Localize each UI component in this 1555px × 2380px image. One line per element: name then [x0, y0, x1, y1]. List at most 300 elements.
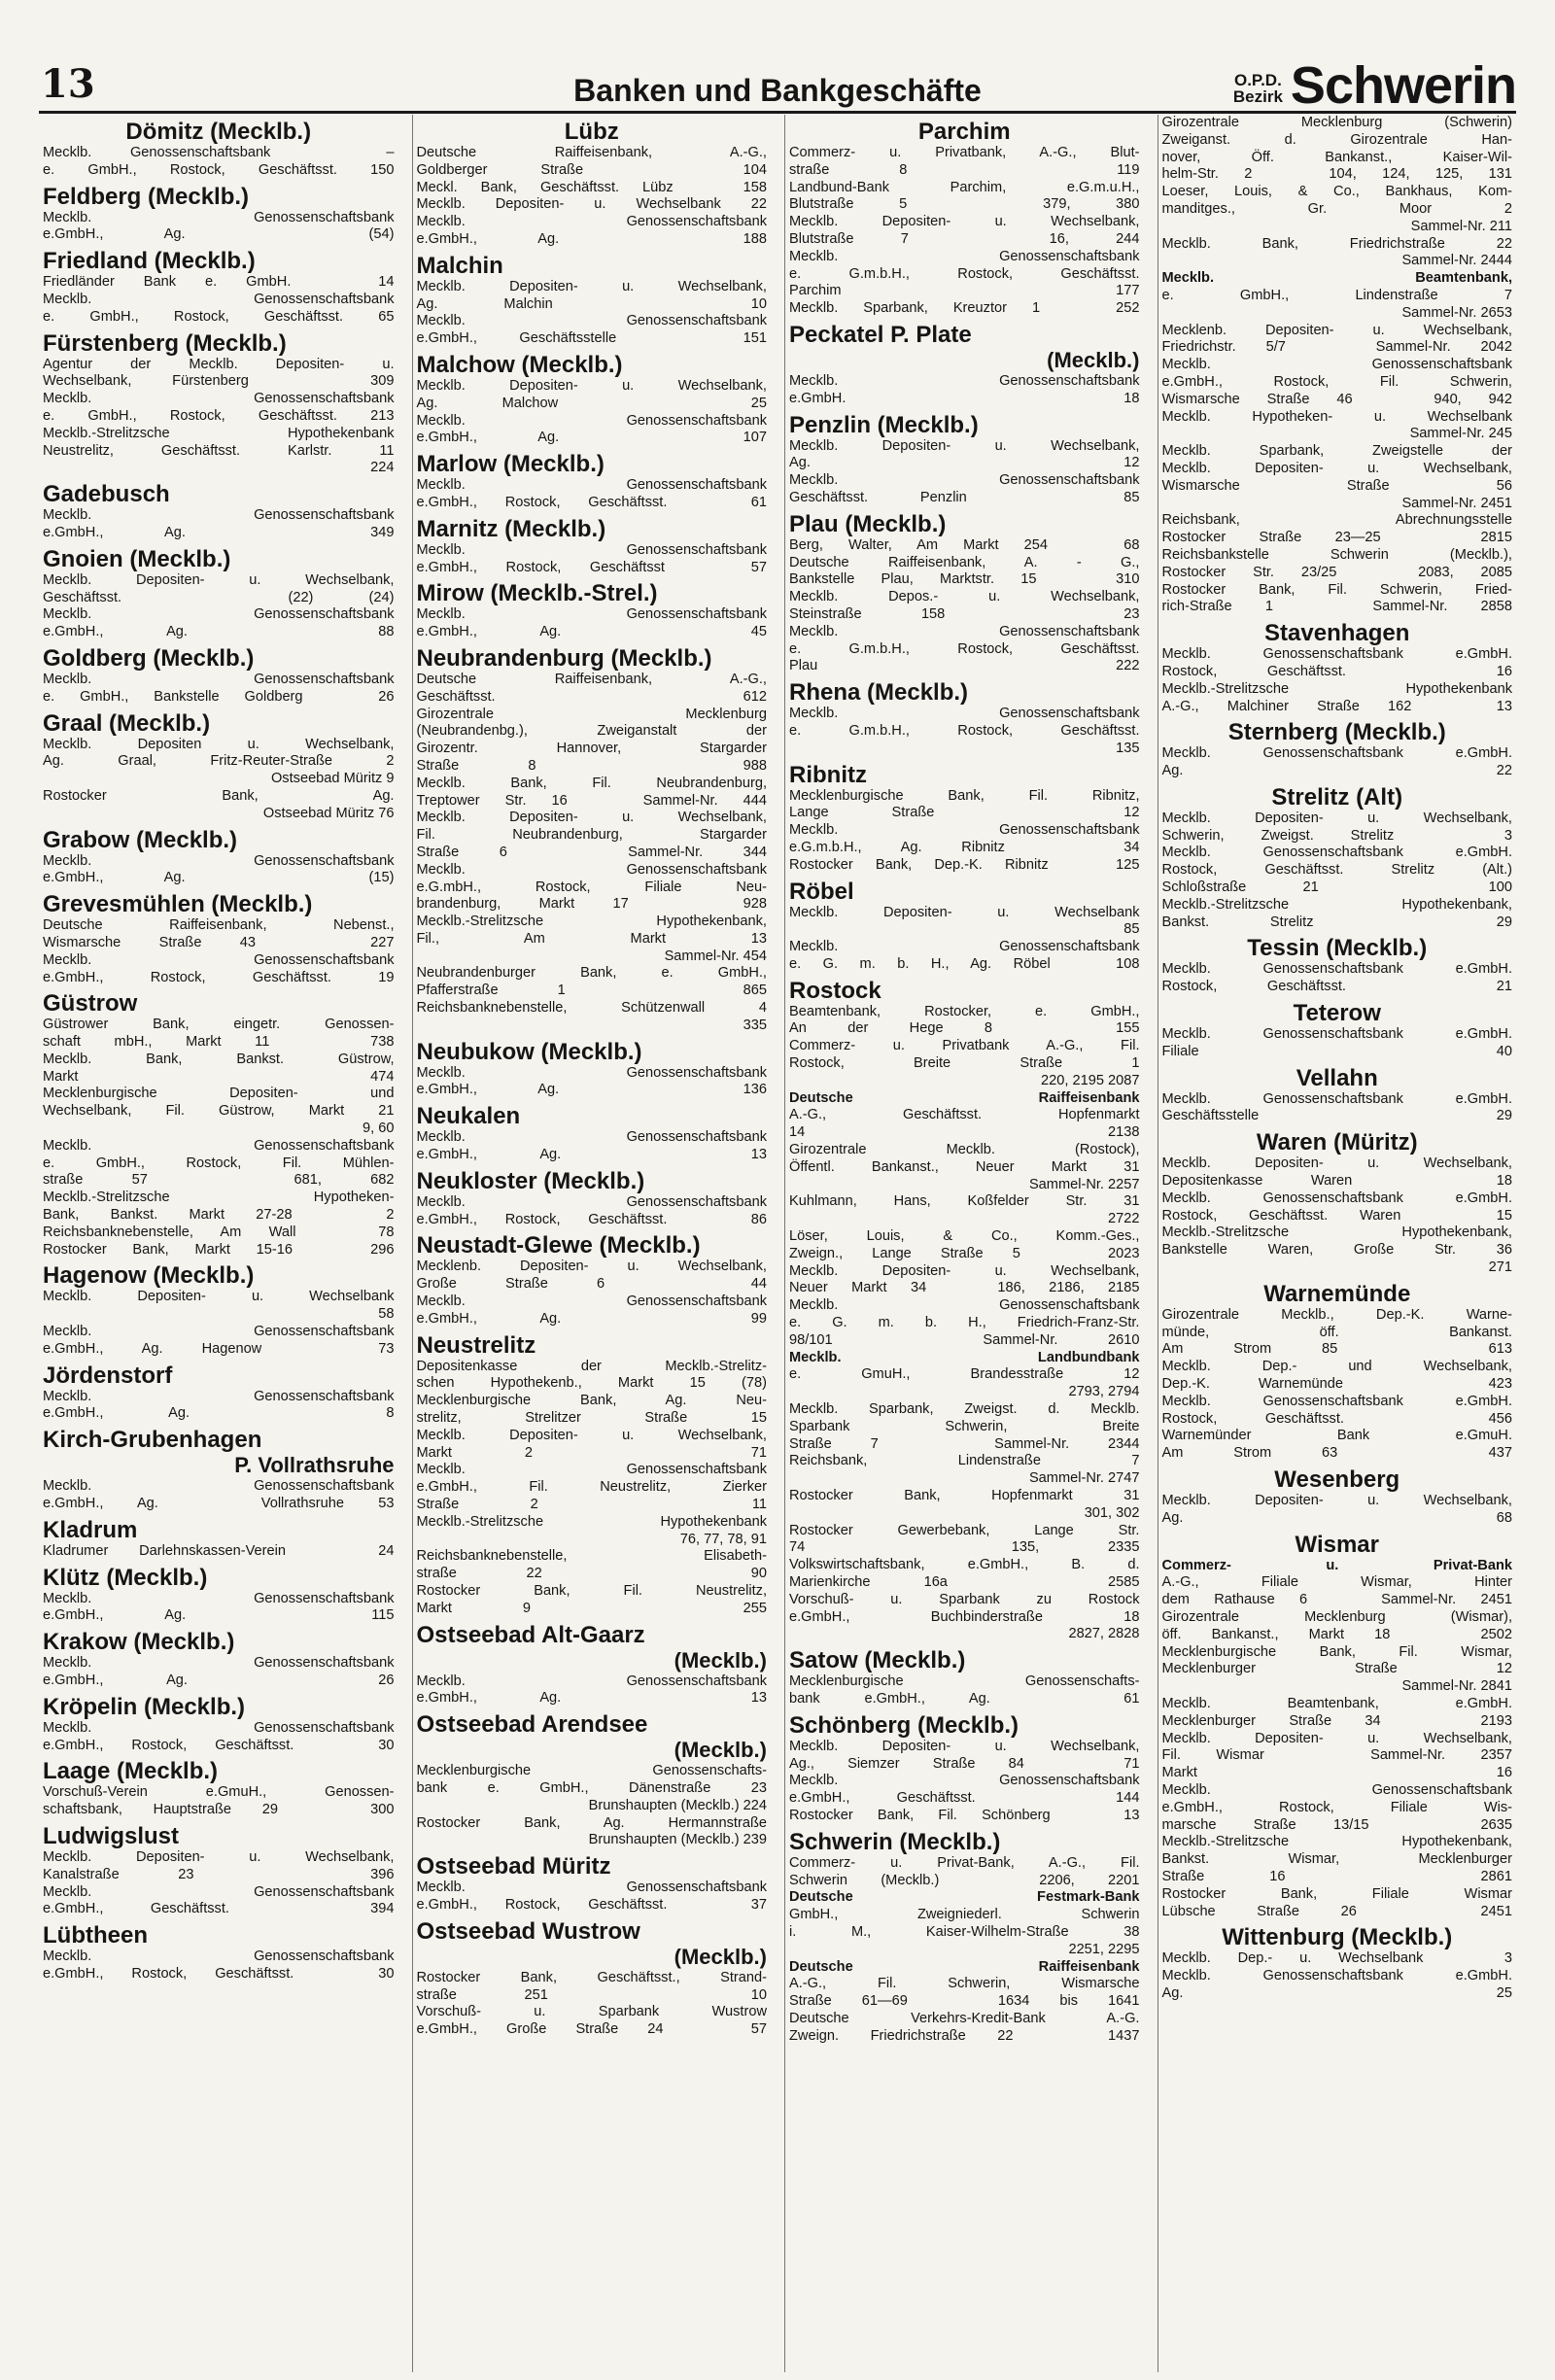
listing-line: Mecklb. Depositen- u. Wechselbank, [1161, 460, 1512, 476]
listing-line: Mecklb. Genossenschaftsbank [416, 1193, 767, 1210]
listing-line: Reichsbanknebenstelle, Schützenwall 4 [416, 1000, 767, 1017]
listing-line: e.GmbH., Geschäftsst. 144 [789, 1790, 1140, 1807]
listing-line: Fil. Wismar Sammel-Nr. 2357 [1161, 1747, 1512, 1764]
place-heading: Neukalen [416, 1103, 521, 1130]
listing-line: Deutsche Raiffeisenbank, A.-G., [416, 145, 767, 160]
listing-line: Mecklb. Genossenschaftsbank [43, 1719, 395, 1736]
listing-line: Girozentrale Mecklenburg [416, 706, 767, 722]
column-4 [1158, 115, 1517, 2372]
listing-line: e.GmbH., Ag. 107 [416, 430, 767, 446]
listing-line: GmbH., Zweigniederl. Schwerin [789, 1907, 1140, 1923]
place-heading: Rostock [789, 977, 881, 1004]
listing-line: Mecklb. Depositen- u. Wechselbank, [43, 1849, 395, 1865]
listing-line: Bankst. Strelitz 29 [1161, 914, 1512, 930]
place-heading: Rhena (Mecklb.) [789, 679, 969, 707]
listing-line: bank e. GmbH., Dänenstraße 23 [416, 1779, 767, 1796]
listing-line: Brunshaupten (Mecklb.) 239 [588, 1832, 767, 1848]
listing-line: Wismarsche Straße 46 940, 942 [1161, 391, 1512, 407]
listing-line: Mecklenb. Depositen- u. Wechselbank, [416, 1259, 767, 1275]
listing-line: Mecklb. Sparbank, Kreuztor 1 252 [789, 300, 1140, 317]
listing-line: straße 57 681, 682 [43, 1172, 395, 1189]
listing-line: Rostock, Geschäftsst. 456 [1161, 1410, 1512, 1427]
listing-line: Girozentrale Mecklenburg (Wismar), [1161, 1608, 1512, 1625]
listing-line: Mecklb. Depositen- u. Wechselbank, [789, 214, 1140, 230]
place-entry [789, 412, 1140, 507]
listing-line: Mecklb. Genossenschaftsbank – [43, 145, 395, 160]
place-entry [1162, 1924, 1513, 2002]
listing-line: Friedrichstr. 5/7 Sammel-Nr. 2042 [1161, 339, 1512, 356]
listing-line: Rostocker Bank, Ag. [43, 787, 395, 804]
listing-line: Rostocker Str. 23/25 2083, 2085 [1161, 564, 1512, 580]
listing-line: Mecklb. Depositen- u. Wechselbank, [1161, 810, 1512, 826]
listing-line: Mecklb. Depositen u. Wechselbank, [43, 736, 395, 752]
place-entry [43, 645, 395, 707]
listing-line: Agentur der Mecklb. Depositen- u. [43, 356, 395, 372]
listing-line: e.GmbH. 18 [789, 390, 1140, 406]
listing-line: e. G. m. b. H., Friedrich-Franz-Str. [789, 1315, 1140, 1331]
place-entry [789, 1829, 1140, 2046]
listing-line: Mecklb. Genossenschaftsbank e.GmbH. [1161, 1968, 1512, 1984]
place-heading: Ostseebad Müritz [416, 1853, 611, 1880]
listing-line: 2722 [1108, 1211, 1140, 1227]
listing-line: Mecklb. Genossenschaftsbank [416, 1673, 767, 1689]
listing-line: Mecklb. Bank, Friedrichstraße 22 [1161, 235, 1512, 252]
listing-line: Mecklb. Genossenschaftsbank [789, 472, 1140, 489]
listing-line: Beamtenbank, Rostocker, e. GmbH., [789, 1003, 1140, 1019]
listing-line: Girozentrale Mecklenburg (Schwerin) [1161, 115, 1512, 130]
listing-line: e.GmbH., Rostock, Geschäftsst 57 [416, 559, 767, 575]
place-entry [1162, 719, 1513, 780]
place-entry [417, 645, 768, 1035]
listing-line: Neustrelitz, Geschäftsst. Karlstr. 11 [43, 442, 395, 459]
listing-line: Geschäftsst. 612 [416, 688, 767, 705]
place-entry [417, 1039, 768, 1100]
place-heading: Mirow (Mecklb.-Strel.) [416, 580, 658, 607]
place-entry [1162, 935, 1513, 996]
listing-line: Plau 222 [789, 658, 1140, 674]
listing-line: Rostock, Geschäftsst. 16 [1161, 663, 1512, 679]
listing-line: Geschäftsstelle 29 [1161, 1108, 1512, 1124]
listing-line: Große Straße 6 44 [416, 1276, 767, 1293]
place-entry [417, 1168, 768, 1229]
place-entry [1162, 1065, 1513, 1126]
place-heading: Neukloster (Mecklb.) [416, 1167, 645, 1194]
listing-line: Mecklb. Landbundbank [789, 1349, 1140, 1365]
place-entry [1162, 115, 1513, 616]
listing-line: A.-G., Fil. Schwerin, Wismarsche [789, 1976, 1140, 1992]
listing-line: Landbund-Bank Parchim, e.G.m.u.H., [789, 179, 1140, 195]
listing-line: e.GmbH., Ag. 136 [416, 1082, 767, 1098]
listing-line: Mecklb. Genossenschaftsbank [43, 1137, 395, 1154]
place-entry [43, 710, 395, 823]
place-entry [43, 1922, 395, 1983]
listing-line: Mecklb. Genossenschaftsbank e.GmbH. [1161, 1090, 1512, 1107]
place-entry [417, 119, 768, 249]
listing-line: e. G. m. b. H., Ag. Röbel 108 [789, 955, 1140, 972]
column-3 [784, 115, 1144, 2372]
place-entry [789, 762, 1140, 875]
listing-line: Reichsbank, Lindenstraße 7 [789, 1453, 1140, 1469]
place-heading: Vellahn [1296, 1064, 1378, 1091]
listing-line: Bankst. Wismar, Mecklenburger [1161, 1851, 1512, 1868]
listing-line: Mecklb. Genossenschaftsbank [43, 951, 395, 968]
place-entry [417, 1232, 768, 1328]
place-heading: Ostseebad Alt-Gaarz [416, 1621, 645, 1648]
listing-line: Sammel-Nr. 2451 [1401, 495, 1512, 511]
listing-line: Neubrandenburger Bank, e. GmbH., [416, 965, 767, 982]
place-entry [417, 1853, 768, 1914]
listing-line: Ag. Malchin 10 [416, 295, 767, 312]
listing-line: Rostocker Bank, Fil. Schönberg 13 [789, 1807, 1140, 1823]
place-heading: Malchin [416, 252, 503, 279]
listing-line: e.GmbH., Rostock, Geschäftsst. 86 [416, 1211, 767, 1227]
listing-line: e. G.m.b.H., Rostock, Geschäftsst. [789, 722, 1140, 739]
place-heading: Stavenhagen [1264, 620, 1410, 647]
place-heading: Gnoien (Mecklb.) [43, 545, 231, 572]
listing-line: e.GmbH., Ag. 349 [43, 524, 395, 540]
listing-line: Mecklb. Depositen- u. Wechselbank, [789, 1262, 1140, 1279]
listing-line: Ostseebad Müritz 9 [270, 771, 395, 787]
listing-line: Ag. 68 [1161, 1509, 1512, 1526]
listing-line: (Neubrandenbg.), Zweiganstalt der [416, 723, 767, 740]
place-heading: Güstrow [43, 990, 138, 1018]
listing-line: bank e.GmbH., Ag. 61 [789, 1690, 1140, 1707]
bezirk-line: Bezirk [1232, 87, 1283, 106]
listing-line: Rostock, Breite Straße 1 [789, 1055, 1140, 1072]
listing-line: Mecklb. Genossenschaftsbank [1161, 1781, 1512, 1798]
place-entry [43, 1823, 395, 1918]
listing-line: e.GmbH., Ag. 188 [416, 230, 767, 247]
place-entry [1162, 620, 1513, 715]
listing-line: Mecklb. Dep.- und Wechselbank, [1161, 1359, 1512, 1375]
listing-line: e. GmbH., Rostock, Fil. Mühlen- [43, 1155, 395, 1171]
listing-line: Kanalstraße 23 396 [43, 1866, 395, 1882]
listing-line: Rostock, Geschäftsst. 21 [1161, 979, 1512, 995]
listing-line: Blutstraße 5 379, 380 [789, 196, 1140, 213]
place-entry [43, 891, 395, 986]
listing-line: Öffentl. Bankanst., Neuer Markt 31 [789, 1158, 1140, 1175]
place-heading: Satow (Mecklb.) [789, 1647, 966, 1674]
listing-line: Mecklb. Depositen- u. Wechselbank, [789, 437, 1140, 454]
listing-line: Warnemünder Bank e.GmuH. [1161, 1428, 1512, 1444]
place-entry [417, 253, 768, 348]
listing-line: Pfafferstraße 1 865 [416, 983, 767, 999]
place-entry [417, 352, 768, 447]
listing-line: e.GmbH., Ag. 13 [416, 1147, 767, 1163]
listing-line: Bank, Bankst. Markt 27-28 2 [43, 1207, 395, 1224]
place-heading: Klütz (Mecklb.) [43, 1564, 208, 1591]
listing-line: Mecklb. Genossenschaftsbank [416, 313, 767, 329]
listing-line: Mecklb. Genossenschaftsbank e.GmbH. [1161, 745, 1512, 762]
listing-line: 14 2138 [789, 1124, 1140, 1141]
listing-line: e. GmbH., Lindenstraße 7 [1161, 287, 1512, 303]
place-heading: Malchow (Mecklb.) [416, 351, 623, 378]
listing-line: Fil., Am Markt 13 [416, 930, 767, 947]
place-heading: Hagenow (Mecklb.) [43, 1262, 255, 1290]
listing-line: Mecklb. Genossenschaftsbank e.GmbH. [1161, 1393, 1512, 1409]
place-heading: Dömitz (Mecklb.) [125, 119, 312, 145]
listing-line: 9, 60 [363, 1121, 395, 1137]
listing-line: e. GmbH., Rostock, Geschäftsst. 150 [43, 161, 395, 178]
place-heading: Teterow [1293, 1000, 1381, 1027]
place-entry [789, 978, 1140, 1643]
listing-line: Ostseebad Müritz 76 [262, 805, 395, 821]
listing-line: Sammel-Nr. 211 [1410, 218, 1512, 234]
listing-line: Kladrumer Darlehnskassen-Verein 24 [43, 1542, 395, 1559]
listing-line: Depositenkasse der Mecklb.-Strelitz- [416, 1358, 767, 1374]
listing-line: Goldberger Straße 104 [416, 161, 767, 178]
listing-line: 2827, 2828 [1068, 1626, 1140, 1642]
place-entry [417, 1918, 768, 2039]
place-entry [417, 1332, 768, 1618]
listing-line: Kuhlmann, Hans, Koßfelder Str. 31 [789, 1193, 1140, 1210]
place-heading: Neustrelitz [416, 1331, 536, 1359]
place-entry [789, 879, 1140, 974]
place-entry [43, 119, 395, 180]
listing-line: Mecklenburgische Genossenschafts- [789, 1673, 1140, 1690]
listing-line: Am Strom 85 613 [1161, 1341, 1512, 1358]
listing-line: e.GmbH., Ag. 45 [416, 624, 767, 640]
listing-line: Mecklb.-Strelitzsche Hypothekenbank [43, 425, 395, 441]
listing-line: schaftsbank, Hauptstraße 29 300 [43, 1802, 395, 1818]
listing-line: Mecklb. Genossenschaftsbank [43, 1590, 395, 1606]
listing-line: Treptower Str. 16 Sammel-Nr. 444 [416, 792, 767, 809]
listing-line: Markt 9 255 [416, 1600, 767, 1616]
listing-line: straße 22 90 [416, 1566, 767, 1582]
listing-line: 74 135, 2335 [789, 1539, 1140, 1556]
listing-line: Mecklb. Genossenschaftsbank [43, 1388, 395, 1404]
listing-line: schaft mbH., Markt 11 738 [43, 1034, 395, 1051]
listing-line: Mecklb.-Strelitzsche Hypothekenbank, [1161, 1834, 1512, 1850]
place-heading: Neubukow (Mecklb.) [416, 1038, 642, 1065]
listing-line: Wismarsche Straße 56 [1161, 477, 1512, 494]
listing-line: Mecklb. Genossenschaftsbank [789, 623, 1140, 639]
listing-line: Mecklb. Genossenschaftsbank [416, 477, 767, 494]
place-heading: Kirch-Grubenhagen [43, 1427, 262, 1454]
place-heading: Waren (Müritz) [1256, 1129, 1418, 1156]
column-1 [39, 115, 398, 2372]
place-heading: Strelitz (Alt) [1271, 783, 1403, 811]
place-heading: Tessin (Mecklb.) [1247, 935, 1428, 962]
listing-line: e.GmbH., Ag. 88 [43, 624, 395, 640]
listing-line: Mecklb. Genossenschaftsbank [43, 1478, 395, 1495]
listing-line: marsche Straße 13/15 2635 [1161, 1816, 1512, 1833]
listing-line: e.GmbH., Rostock, Filiale Wis- [1161, 1799, 1512, 1815]
listing-line: Ag. Graal, Fritz-Reuter-Straße 2 [43, 753, 395, 770]
listing-line: Rostock, Geschäftsst. Waren 15 [1161, 1207, 1512, 1224]
listing-line: Wechselbank, Fil. Güstrow, Markt 21 [43, 1103, 395, 1120]
place-entry [417, 516, 768, 577]
listing-line: Mecklb. Genossenschaftsbank [789, 1773, 1140, 1789]
listing-line: Mecklb. Genossenschaftsbank [789, 372, 1140, 389]
listing-line: Girozentrale Mecklb. (Rostock), [789, 1142, 1140, 1158]
listing-line: öff. Bankanst., Markt 18 2502 [1161, 1626, 1512, 1642]
listing-line: Straße 16 2861 [1161, 1868, 1512, 1884]
listing-line: e. GmbH., Rostock, Geschäftsst. 65 [43, 308, 395, 325]
listing-line: Mecklb. Genossenschaftsbank [789, 939, 1140, 955]
listing-line: straße 251 10 [416, 1986, 767, 2003]
listing-line: straße 8 119 [789, 161, 1140, 178]
listing-line: Ag. Malchow 25 [416, 395, 767, 411]
listing-line: Mecklb. Depositen- u. Wechselbank, [1161, 1156, 1512, 1172]
listing-line: Mecklb. Genossenschaftsbank e.GmbH. [1161, 961, 1512, 978]
place-entry [43, 1362, 395, 1424]
listing-line: e. G.m.b.H., Rostock, Geschäftsst. [789, 640, 1140, 657]
listing-line: Friedländer Bank e. GmbH. 14 [43, 274, 395, 291]
listing-line: Mecklb. Genossenschaftsbank [43, 507, 395, 524]
listing-line: Vorschuß- u. Sparbank zu Rostock [789, 1591, 1140, 1607]
place-heading: Marlow (Mecklb.) [416, 451, 605, 478]
listing-line: Mecklb. Depos.- u. Wechselbank, [789, 589, 1140, 605]
listing-line: Straße 8 988 [416, 757, 767, 774]
listing-line: A.-G., Geschäftsst. Hopfenmarkt [789, 1107, 1140, 1123]
listing-line: e.GmbH., Ag. 115 [43, 1607, 395, 1624]
listing-line: Mecklb. Genossenschaftsbank [43, 1324, 395, 1340]
listing-line: dem Rathause 6 Sammel-Nr. 2451 [1161, 1592, 1512, 1608]
place-entry [1162, 1281, 1513, 1463]
listing-line: Rostocker Bank, Filiale Wismar [1161, 1885, 1512, 1902]
listing-line: Sammel-Nr. 2653 [1401, 304, 1512, 321]
place-entry [1162, 1532, 1513, 1921]
place-heading: Krakow (Mecklb.) [43, 1629, 235, 1656]
listing-line: Mecklb. Genossenschaftsbank [789, 1297, 1140, 1314]
listing-line: Straße 61—69 1634 bis 1641 [789, 1993, 1140, 2010]
place-heading: Neustadt-Glewe (Mecklb.) [416, 1232, 701, 1259]
listing-line: Volkswirtschaftsbank, e.GmbH., B. d. [789, 1557, 1140, 1573]
listing-line: Sparbank Schwerin, Breite [789, 1418, 1140, 1434]
place-entry [43, 330, 395, 478]
listing-line: helm-Str. 2 104, 124, 125, 131 [1161, 166, 1512, 183]
listing-line: Blutstraße 7 16, 244 [789, 230, 1140, 247]
listing-line: Mecklb.-Strelitzsche Hypotheken- [43, 1190, 395, 1206]
listing-line: Mecklb. Depositen- u. Wechselbank, [43, 571, 395, 588]
place-entry [1162, 1129, 1513, 1277]
listing-line: Zweign. Friedrichstraße 22 1437 [789, 2027, 1140, 2044]
listing-line: 335 [743, 1017, 767, 1033]
listing-line: An der Hege 8 155 [789, 1020, 1140, 1037]
listing-line: Mecklb. Genossenschaftsbank [416, 1462, 767, 1478]
listing-line: e.GmbH., Ag. 8 [43, 1405, 395, 1422]
listing-line: Mecklb. Depositen- u. Wechselbank, [416, 1427, 767, 1443]
place-entry [417, 1711, 768, 1849]
listing-line: strelitz, Strelitzer Straße 15 [416, 1410, 767, 1427]
listing-line: Mecklenburgische Genossenschafts- [416, 1763, 767, 1779]
place-heading: Feldberg (Mecklb.) [43, 183, 250, 210]
listing-line: Mecklb.-Strelitzsche Hypothekenbank [416, 1513, 767, 1530]
listing-line: e.GmbH., Ag. (15) [43, 870, 395, 886]
listing-line: Straße 7 Sammel-Nr. 2344 [789, 1435, 1140, 1452]
place-heading: Parchim [917, 119, 1011, 145]
listing-line: Mecklb. Beamtenbank, [1161, 270, 1512, 287]
listing-line: Rostocker Straße 23—25 2815 [1161, 530, 1512, 546]
place-heading: Jördenstorf [43, 1362, 173, 1389]
place-heading: Schönberg (Mecklb.) [789, 1711, 1019, 1739]
listing-line: Mecklb. Genossenschaftsbank [416, 1064, 767, 1081]
place-entry [43, 1517, 395, 1561]
listing-line: e.G.mbH., Rostock, Filiale Neu- [416, 879, 767, 895]
listing-line: 271 [1488, 1259, 1512, 1276]
place-heading: Goldberg (Mecklb.) [43, 644, 255, 672]
listing-line: Reichsbankstelle Schwerin (Mecklb.), [1161, 546, 1512, 563]
place-entry [789, 1712, 1140, 1825]
listing-line: Mecklb.-Strelitzsche Hypothekenbank, [416, 914, 767, 930]
listing-line: nover, Öff. Bankanst., Kaiser-Wil- [1161, 149, 1512, 165]
place-entry [43, 248, 395, 326]
listing-line: Ag. 12 [789, 455, 1140, 471]
listing-line: Vorschuß-Verein e.GmuH., Genossen- [43, 1784, 395, 1801]
place-entry [1162, 1466, 1513, 1528]
listing-line: Mecklb. Genossenschaftsbank [416, 541, 767, 558]
listing-line: e.GmbH., Rostock, Geschäftsst. 19 [43, 969, 395, 985]
listing-line: Commerz- u. Privat-Bank, A.-G., Fil. [789, 1854, 1140, 1871]
place-heading: Wismar [1295, 1531, 1379, 1558]
listing-line: Schloßstraße 21 100 [1161, 880, 1512, 896]
listing-line: 220, 2195 2087 [1041, 1072, 1140, 1088]
listing-line: Deutsche Raiffeisenbank [789, 1089, 1140, 1106]
listing-line: 2251, 2295 [1068, 1941, 1140, 1957]
listing-line: Ag., Siemzer Straße 84 71 [789, 1755, 1140, 1772]
listing-line: Berg, Walter, Am Markt 254 68 [789, 536, 1140, 553]
listing-line: Mecklb. Sparbank, Zweigst. d. Mecklb. [789, 1401, 1140, 1418]
place-heading: Lübz [564, 119, 619, 145]
place-entry [43, 990, 395, 1259]
listing-line: Mecklb. Hypotheken- u. Wechselbank [1161, 408, 1512, 425]
place-entry [43, 1427, 395, 1513]
listing-line: Mecklb. Genossenschaftsbank [416, 412, 767, 429]
listing-line: Marienkirche 16a 2585 [789, 1573, 1140, 1590]
listing-line: Zweign., Lange Straße 5 2023 [789, 1245, 1140, 1261]
place-heading: Wittenburg (Mecklb.) [1222, 1924, 1453, 1951]
listing-line: Parchim 177 [789, 283, 1140, 299]
listing-line: Sammel-Nr. 2257 [1028, 1176, 1140, 1192]
place-heading: Ostseebad Arendsee [416, 1711, 648, 1739]
listing-line: Commerz- u. Privat-Bank [1161, 1557, 1512, 1573]
listing-line: Commerz- u. Privatbank, A.-G., Blut- [789, 145, 1140, 160]
listing-line: Mecklenburger Straße 34 2193 [1161, 1712, 1512, 1729]
listing-line: Mecklb. Genossenschaftsbank [416, 1129, 767, 1146]
place-entry [417, 580, 768, 641]
place-entry [43, 546, 395, 641]
place-heading: Penzlin (Mecklb.) [789, 411, 979, 438]
listing-line: Rostocker Bank, Fil. Neustrelitz, [416, 1583, 767, 1599]
place-heading: Grevesmühlen (Mecklb.) [43, 891, 313, 918]
listing-line: Meckl. Bank, Geschäftsst. Lübz 158 [416, 179, 767, 195]
listing-line: Mecklb. Genossenschaftsbank [416, 1293, 767, 1310]
listing-line: Mecklb. Genossenschaftsbank [416, 606, 767, 623]
listing-line: e.GmbH., Fil. Neustrelitz, Zierker [416, 1479, 767, 1496]
place-entry [43, 481, 395, 542]
listing-line: Mecklb. Depositen- u. Wechselbank, [416, 278, 767, 294]
listing-line: Reichsbanknebenstelle, Am Wall 78 [43, 1224, 395, 1240]
listing-line: Wechselbank, Fürstenberg 309 [43, 373, 395, 390]
listing-line: 85 [1123, 921, 1140, 938]
listing-line: Mecklb. Genossenschaftsbank [43, 671, 395, 687]
listing-line: Rostocker Bank, Fil. Schwerin, Fried- [1161, 581, 1512, 598]
listing-line: 2793, 2794 [1068, 1384, 1140, 1400]
listing-line: Loeser, Louis, & Co., Bankhaus, Kom- [1161, 184, 1512, 200]
listing-line: e.GmbH., Buchbinderstraße 18 [789, 1608, 1140, 1625]
place-heading: Grabow (Mecklb.) [43, 826, 238, 853]
listing-line: Depositenkasse Waren 18 [1161, 1173, 1512, 1190]
listing-line: e.G.m.b.H., Ag. Ribnitz 34 [789, 839, 1140, 855]
listing-line: (Mecklb.) [674, 1647, 767, 1673]
place-entry [417, 1103, 768, 1164]
place-entry [1162, 784, 1513, 932]
listing-line: (Mecklb.) [1047, 347, 1140, 372]
place-heading: Schwerin (Mecklb.) [789, 1828, 1001, 1855]
listing-line: e.GmbH., Ag. (54) [43, 226, 395, 243]
place-heading: Friedland (Mecklb.) [43, 248, 256, 275]
